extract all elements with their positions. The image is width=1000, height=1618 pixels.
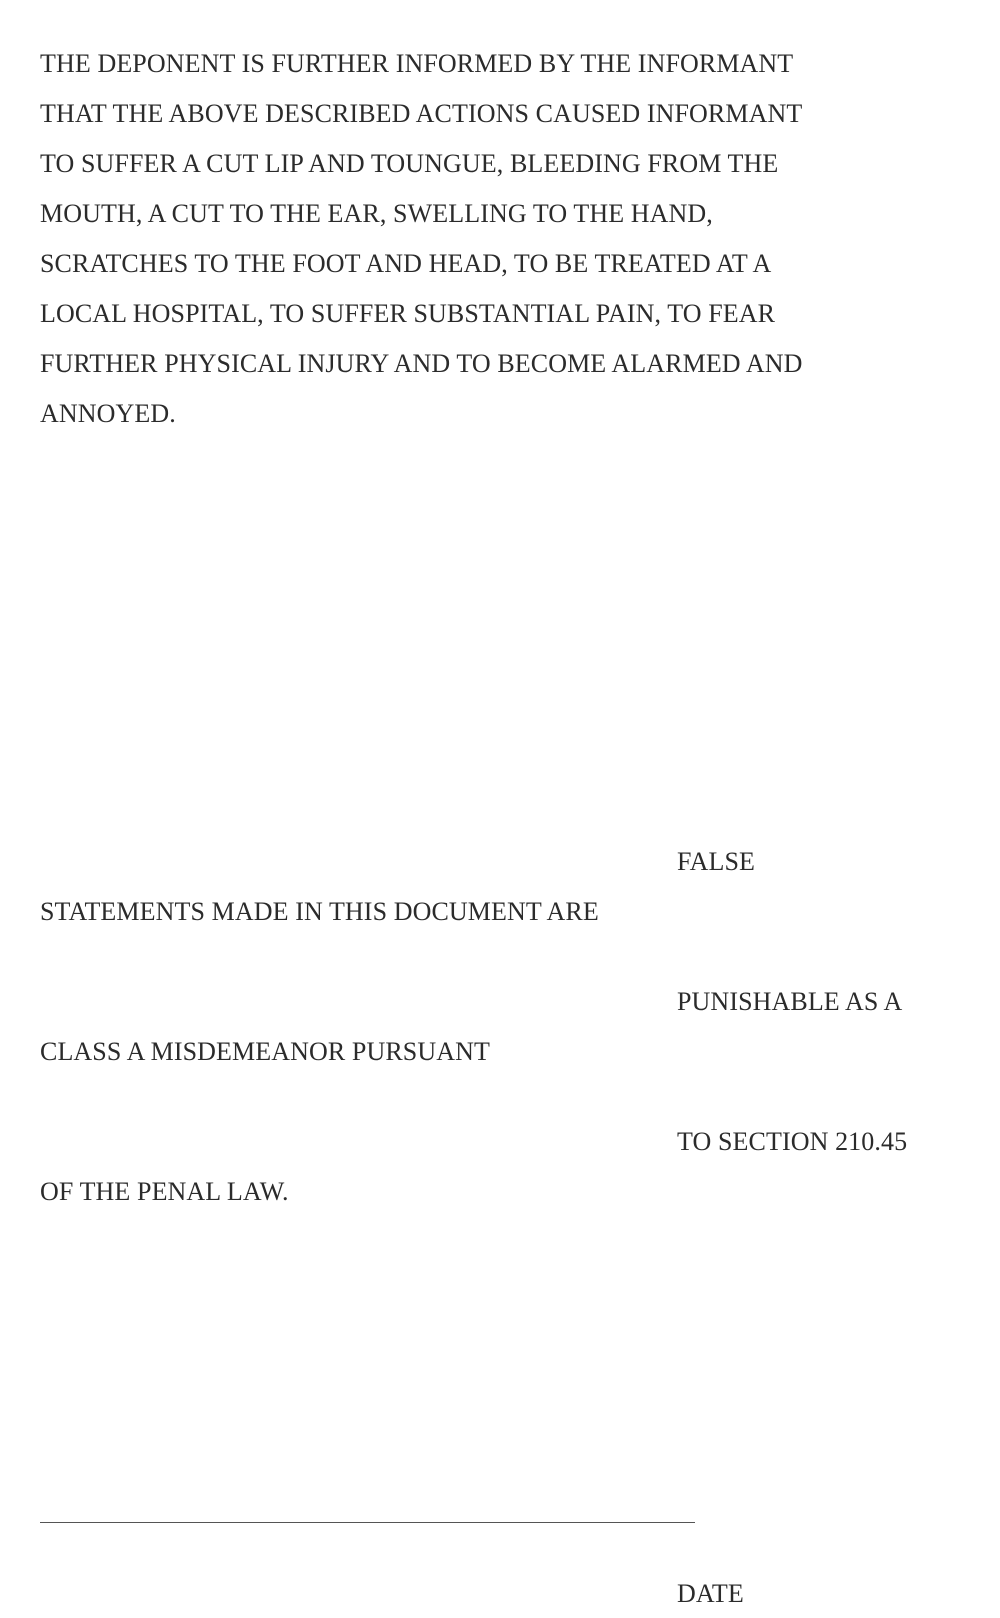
- paragraph-line: LOCAL HOSPITAL, TO SUFFER SUBSTANTIAL PAIN, TO FEAR: [40, 299, 776, 328]
- notice-line-penal: OF THE PENAL LAW.: [40, 1177, 289, 1206]
- date-label: DATE: [677, 1579, 744, 1608]
- paragraph-line: MOUTH, A CUT TO THE EAR, SWELLING TO THE HAND,: [40, 199, 713, 228]
- paragraph-line: TO SUFFER A CUT LIP AND TOUNGUE, BLEEDING FROM THE: [40, 149, 779, 178]
- paragraph-line: SCRATCHES TO THE FOOT AND HEAD, TO BE TREATED AT A: [40, 249, 772, 278]
- notice-line-statements: STATEMENTS MADE IN THIS DOCUMENT ARE: [40, 897, 599, 926]
- notice-line-class: CLASS A MISDEMEANOR PURSUANT: [40, 1037, 490, 1066]
- paragraph-line: THAT THE ABOVE DESCRIBED ACTIONS CAUSED INFORMANT: [40, 99, 803, 128]
- paragraph-line: FURTHER PHYSICAL INJURY AND TO BECOME ALARMED AND: [40, 349, 803, 378]
- signature-line: [40, 1522, 695, 1523]
- notice-line-section: TO SECTION 210.45: [677, 1127, 908, 1156]
- notice-false-word: FALSE: [677, 847, 756, 876]
- paragraph-line: THE DEPONENT IS FURTHER INFORMED BY THE INFORMANT: [40, 49, 794, 78]
- paragraph-line: ANNOYED.: [40, 399, 176, 428]
- notice-line-punishable: PUNISHABLE AS A: [677, 987, 903, 1016]
